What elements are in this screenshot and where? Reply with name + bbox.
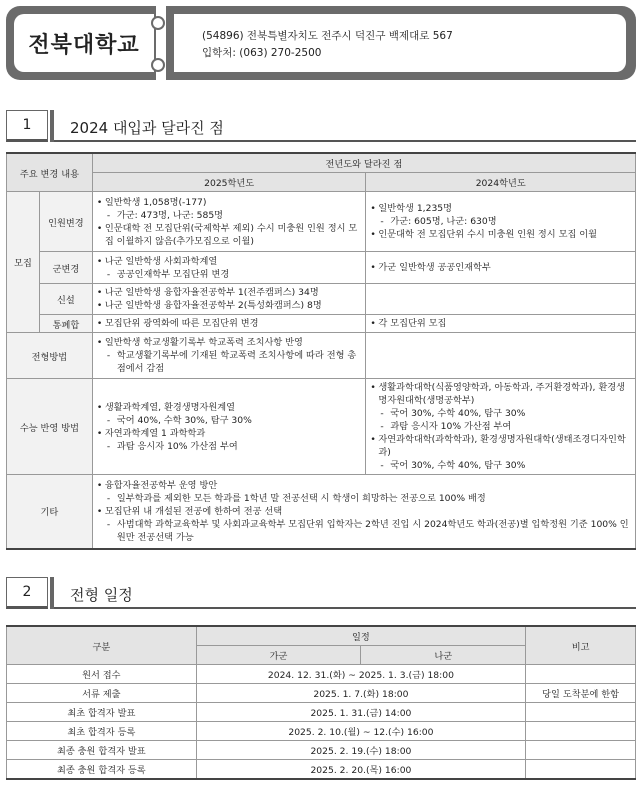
schedule-date: 2025. 1. 7.(화) 18:00: [196, 684, 525, 703]
cell-list: [370, 317, 631, 330]
header-banner: [6, 6, 636, 82]
schedule-note: [526, 703, 636, 722]
sub-list-item: - 가군: 605명, 나군: 630명: [370, 215, 631, 228]
row-label-personnel: 인원변경: [39, 192, 92, 252]
cell-list: [97, 255, 362, 281]
col-header-2025: 2025학년도: [92, 173, 366, 192]
schedule-label: 최종 충원 합격자 발표: [7, 741, 197, 760]
binder-ring-icon: [151, 16, 165, 30]
schedule-label: 최초 합격자 발표: [7, 703, 197, 722]
table-row: [7, 703, 636, 722]
university-name: 전북대학교: [28, 32, 140, 58]
col-header-ga: 가군: [196, 646, 361, 665]
list-item: • 일반학생 1,058명(-177): [97, 196, 362, 209]
schedule-note: [526, 665, 636, 684]
list-item: • 생활과학대학(식품영양학과, 아동학과, 주거환경학과), 환경생명자원대학(생명공학부): [370, 381, 631, 407]
schedule-label: 최종 충원 합격자 등록: [7, 760, 197, 780]
table-row: [7, 760, 636, 780]
schedule-date: 2025. 2. 10.(월) ~ 12.(수) 16:00: [196, 722, 525, 741]
schedule-date: 2025. 1. 31.(금) 14:00: [196, 703, 525, 722]
section-heading-changes: [6, 110, 636, 142]
schedule-label: 원서 접수: [7, 665, 197, 684]
row-label-suneung: 수능 반영 방법: [7, 379, 93, 475]
schedule-label: 최초 합격자 등록: [7, 722, 197, 741]
col-header-note: 비고: [526, 626, 636, 665]
schedule-date: 2024. 12. 31.(화) ~ 2025. 1. 3.(금) 18:00: [196, 665, 525, 684]
cell-list: [370, 261, 631, 274]
list-item: • 나군 일반학생 융합자율전공학부 1(전주캠퍼스) 34명: [97, 286, 362, 299]
row-label-method: 전형방법: [7, 333, 93, 379]
col-header-schedule: 일정: [196, 626, 525, 646]
cell-list: [97, 336, 362, 375]
phone-text: 입학처: (063) 270-2500: [202, 47, 322, 59]
schedule-table: [6, 625, 636, 780]
sub-list-item: - 과탐 응시자 10% 가산점 부여: [97, 440, 362, 453]
cell-list: [97, 286, 362, 312]
cell-list: [97, 196, 362, 248]
row-group-recruit: 모집: [7, 192, 40, 333]
sub-list-item: - 학교생활기록부에 기재된 학교폭력 조치사항에 따라 전형 총점에서 감점: [97, 349, 362, 375]
cell-list: [370, 381, 631, 472]
col-header-compare: 전년도와 달라진 점: [92, 153, 635, 173]
col-header-2024: 2024학년도: [366, 173, 636, 192]
col-header-main-changes: 주요 변경 내용: [7, 153, 93, 192]
list-item: • 나군 일반학생 융합자율전공학부 2(특성화캠퍼스) 8명: [97, 299, 362, 312]
section-heading-schedule: [6, 577, 636, 609]
sub-list-item: - 가군: 473명, 나군: 585명: [97, 209, 362, 222]
binder-ring-icon: [151, 58, 165, 72]
cell-list: [97, 317, 362, 330]
list-item: • 일반학생 학교생활기록부 학교폭력 조치사항 반영: [97, 336, 362, 349]
list-item: • 가군 일반학생 공공인재학부: [370, 261, 631, 274]
schedule-note: [526, 722, 636, 741]
section-title: 전형 일정: [70, 586, 133, 604]
schedule-date: 2025. 2. 19.(수) 18:00: [196, 741, 525, 760]
list-item: • 생활과학계열, 환경생명자원계열: [97, 401, 362, 414]
sub-list-item: - 사범대학 과학교육학부 및 사회과교육학부 모집단위 입학자는 2학년 진입 시 2024학년도 학과(전공)별 입학정원 기준 100% 인원만 전공선택 가능: [97, 518, 631, 544]
sub-list-item: - 일부학과를 제외한 모든 학과를 1학년 말 전공선택 시 학생이 희망하는 전공으로 100% 배정: [97, 492, 631, 505]
schedule-note: 당일 도착분에 한함: [526, 684, 636, 703]
row-label-new: 신설: [39, 284, 92, 315]
section-title: 2024 대입과 달라진 점: [70, 119, 224, 137]
table-row: [7, 722, 636, 741]
table-row: [7, 684, 636, 703]
table-row: [7, 665, 636, 684]
schedule-note: [526, 760, 636, 780]
sub-list-item: - 국어 30%, 수학 40%, 탐구 30%: [370, 459, 631, 472]
sub-list-item: - 과탐 응시자 10% 가산점 부여: [370, 420, 631, 433]
list-item: • 인문대학 전 모집단위 수시 미충원 인원 정시 모집 이월: [370, 228, 631, 241]
table-row: [7, 741, 636, 760]
contact-box: [166, 6, 636, 80]
cell-list: [97, 401, 362, 453]
cell-list: [370, 202, 631, 241]
section-number: 1: [6, 110, 48, 142]
sub-list-item: - 공공인재학부 모집단위 변경: [97, 268, 362, 281]
list-item: • 융합자율전공학부 운영 방안: [97, 479, 631, 492]
address-text: (54896) 전북특별자치도 전주시 덕진구 백제대로 567: [202, 30, 453, 42]
schedule-note: [526, 741, 636, 760]
list-item: • 모집단위 내 개설된 전공에 한하여 전공 선택: [97, 505, 631, 518]
col-header-na: 나군: [361, 646, 526, 665]
list-item: • 자연과학계열 1 과학학과: [97, 427, 362, 440]
list-item: • 나군 일반학생 사회과학계열: [97, 255, 362, 268]
list-item: • 인문대학 전 모집단위(국제학부 제외) 수시 미충원 인원 정시 모집 이월하지 않음(추가모집으로 이월): [97, 222, 362, 248]
sub-list-item: - 국어 40%, 수학 30%, 탐구 30%: [97, 414, 362, 427]
row-label-group-change: 군변경: [39, 252, 92, 284]
changes-table: [6, 152, 636, 550]
schedule-label: 서류 제출: [7, 684, 197, 703]
list-item: • 각 모집단위 모집: [370, 317, 631, 330]
sub-list-item: - 국어 30%, 수학 40%, 탐구 30%: [370, 407, 631, 420]
list-item: • 자연과학대학(과학학과), 환경생명자원대학(생태조경디자인학과): [370, 433, 631, 459]
row-label-etc: 기타: [7, 475, 93, 549]
schedule-date: 2025. 2. 20.(목) 16:00: [196, 760, 525, 780]
cell-list: [97, 479, 631, 544]
list-item: • 일반학생 1,235명: [370, 202, 631, 215]
row-label-merge: 통폐합: [39, 315, 92, 333]
section-number: 2: [6, 577, 48, 609]
list-item: • 모집단위 광역화에 따른 모집단위 변경: [97, 317, 362, 330]
university-name-box: [6, 6, 156, 80]
col-header-category: 구분: [7, 626, 197, 665]
